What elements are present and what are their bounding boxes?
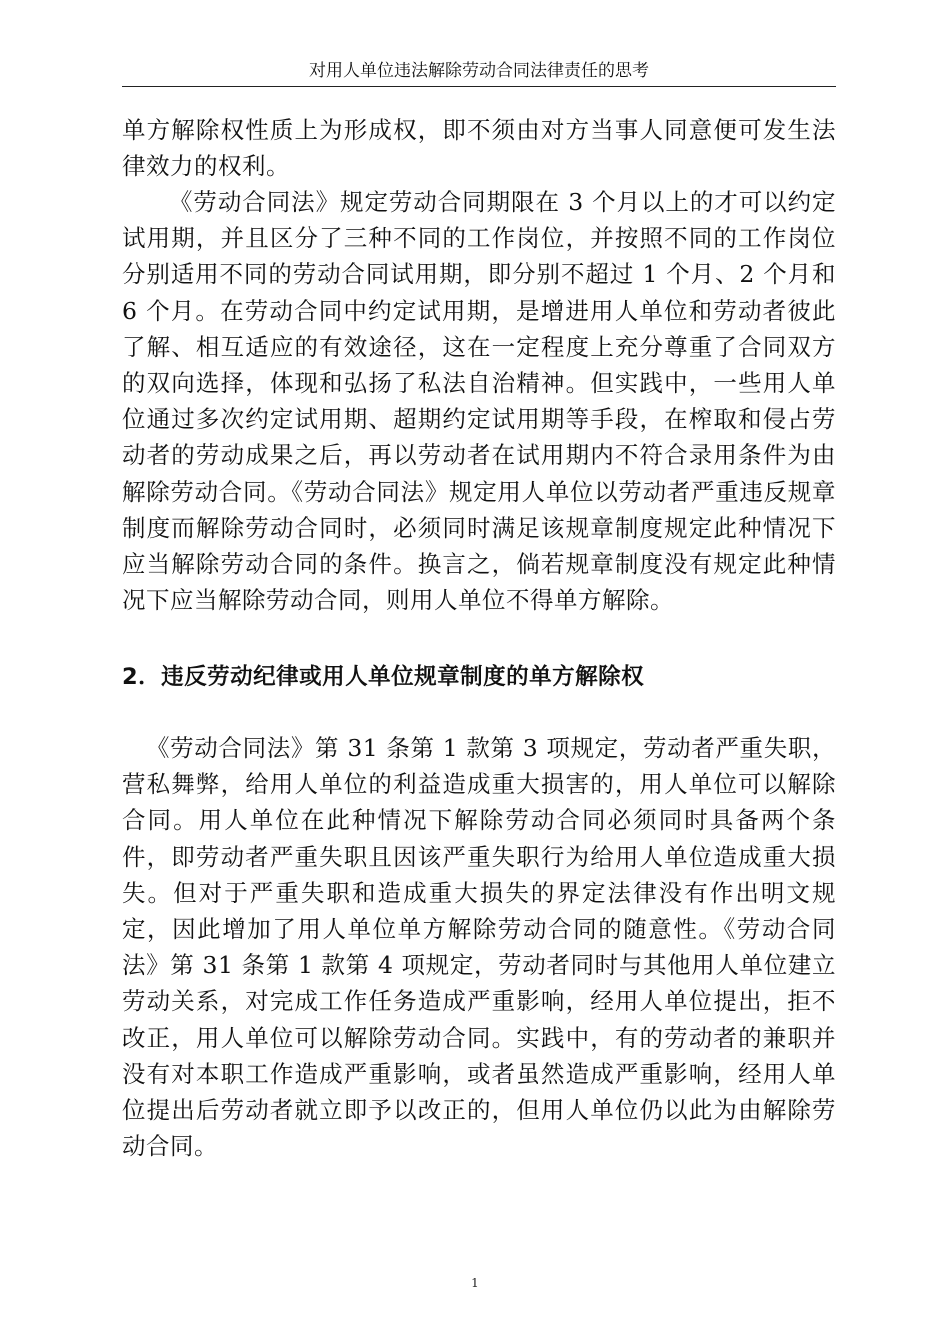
paragraph-probation-period: 《劳动合同法》规定劳动合同期限在 3 个月以上的才可以约定试用期，并且区分了三种不同的工作岗位，并按照不同的工作岗位分别适用不同的劳动合同试用期，即分别不超过 1 个月、2 个月和 6 个月。在劳动合同中约定试用期，是增进用人单位和劳动者彼此了解、相互适应的有效途径，这在一定程度上充分尊重了合同双方的双向选择，体现和弘扬了私法自治精神。但实践中，一些用人单位通过多次约定试用期、超期约定试用期等手段，在榨取和侵占劳动者的劳动成果之后，再以劳动者在试用期内不符合录用条件为由解除劳动合同。《劳动合同法》规定用人单位以劳动者严重违反规章制度而解除劳动合同时，必须同时满足该规章制度规定此种情况下应当解除劳动合同的条件。换言之，倘若规章制度没有规定此种情况下应当解除劳动合同，则用人单位不得单方解除。 [122, 188, 836, 615]
paragraph-formation-right: 单方解除权性质上为形成权，即不须由对方当事人同意便可发生法律效力的权利。 [122, 116, 836, 181]
section-heading: 2．违反劳动纪律或用人单位规章制度的单方解除权 [122, 664, 645, 690]
page-header-title: 对用人单位违法解除劳动合同法律责任的思考 [122, 56, 836, 87]
page-number: 1 [471, 1276, 479, 1290]
paragraph-article-31: 《劳动合同法》第 31 条第 1 款第 3 项规定，劳动者严重失职，营私舞弊，给用人单位的利益造成重大损害的，用人单位可以解除合同。用人单位在此种情况下解除劳动合同必须同时具备两个条件，即劳动者严重失职且因该严重失职行为给用人单位造成重大损失。但对于严重失职和造成重大损失的界定法律没有作出明文规定，因此增加了用人单位单方解除劳动合同的随意性。《劳动合同法》第 31 条第 1 款第 4 项规定，劳动者同时与其他用人单位建立劳动关系，对完成工作任务造成严重影响，经用人单位提出，拒不改正，用人单位可以解除劳动合同。实践中，有的劳动者的兼职并没有对本职工作造成严重影响，或者虽然造成严重影响，经用人单位提出后劳动者就立即予以改正的，但用人单位仍以此为由解除劳动合同。 [122, 734, 836, 1161]
